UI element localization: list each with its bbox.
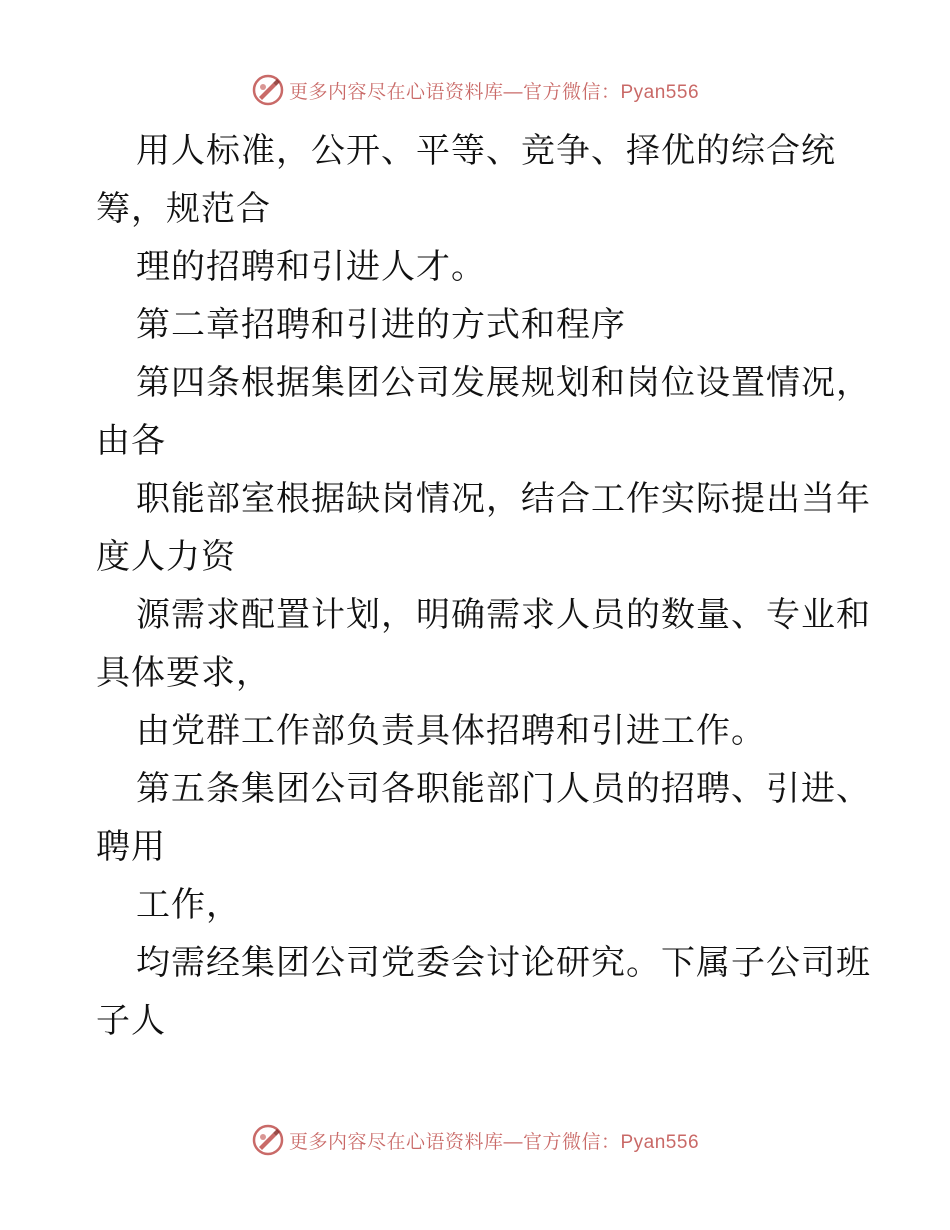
text-line: 度人力资 bbox=[96, 537, 236, 577]
document-body bbox=[96, 122, 871, 1050]
text-line: 聘用 bbox=[96, 827, 166, 867]
pen-logo-icon bbox=[251, 1123, 285, 1157]
text-line: 用人标准，公开、平等、竞争、择优的综合统 bbox=[136, 131, 836, 171]
watermark-text bbox=[289, 77, 699, 104]
text-line: 第四条根据集团公司发展规划和岗位设置情况， bbox=[136, 363, 871, 403]
watermark-suffix: —官方微信：Pyan556 bbox=[503, 1131, 700, 1153]
text-line: 由各 bbox=[96, 421, 166, 461]
text-line: 均需经集团公司党委会讨论研究。下属子公司班 bbox=[136, 943, 871, 983]
text-line: 由党群工作部负责具体招聘和引进工作。 bbox=[136, 711, 766, 751]
text-line: 筹，规范合 bbox=[96, 189, 271, 229]
text-line: 子人 bbox=[96, 1001, 166, 1041]
watermark-main: 更多内容尽在心语资料库 bbox=[288, 1130, 504, 1153]
text-line: 源需求配置计划，明确需求人员的数量、专业和 bbox=[136, 595, 871, 635]
watermark-text bbox=[289, 1127, 699, 1154]
watermark-main: 更多内容尽在心语资料库 bbox=[288, 80, 504, 103]
pen-logo-icon bbox=[251, 73, 285, 107]
text-line: 具体要求， bbox=[96, 653, 271, 693]
text-line: 职能部室根据缺岗情况，结合工作实际提出当年 bbox=[136, 479, 871, 519]
chapter-heading: 第二章招聘和引进的方式和程序 bbox=[136, 305, 626, 345]
text-line: 第五条集团公司各职能部门人员的招聘、引进、 bbox=[136, 769, 871, 809]
text-line: 工作， bbox=[136, 885, 241, 925]
text-line: 理的招聘和引进人才。 bbox=[136, 247, 486, 287]
header-watermark bbox=[0, 70, 950, 110]
watermark-suffix: —官方微信：Pyan556 bbox=[503, 81, 700, 103]
footer-watermark bbox=[0, 1120, 950, 1160]
